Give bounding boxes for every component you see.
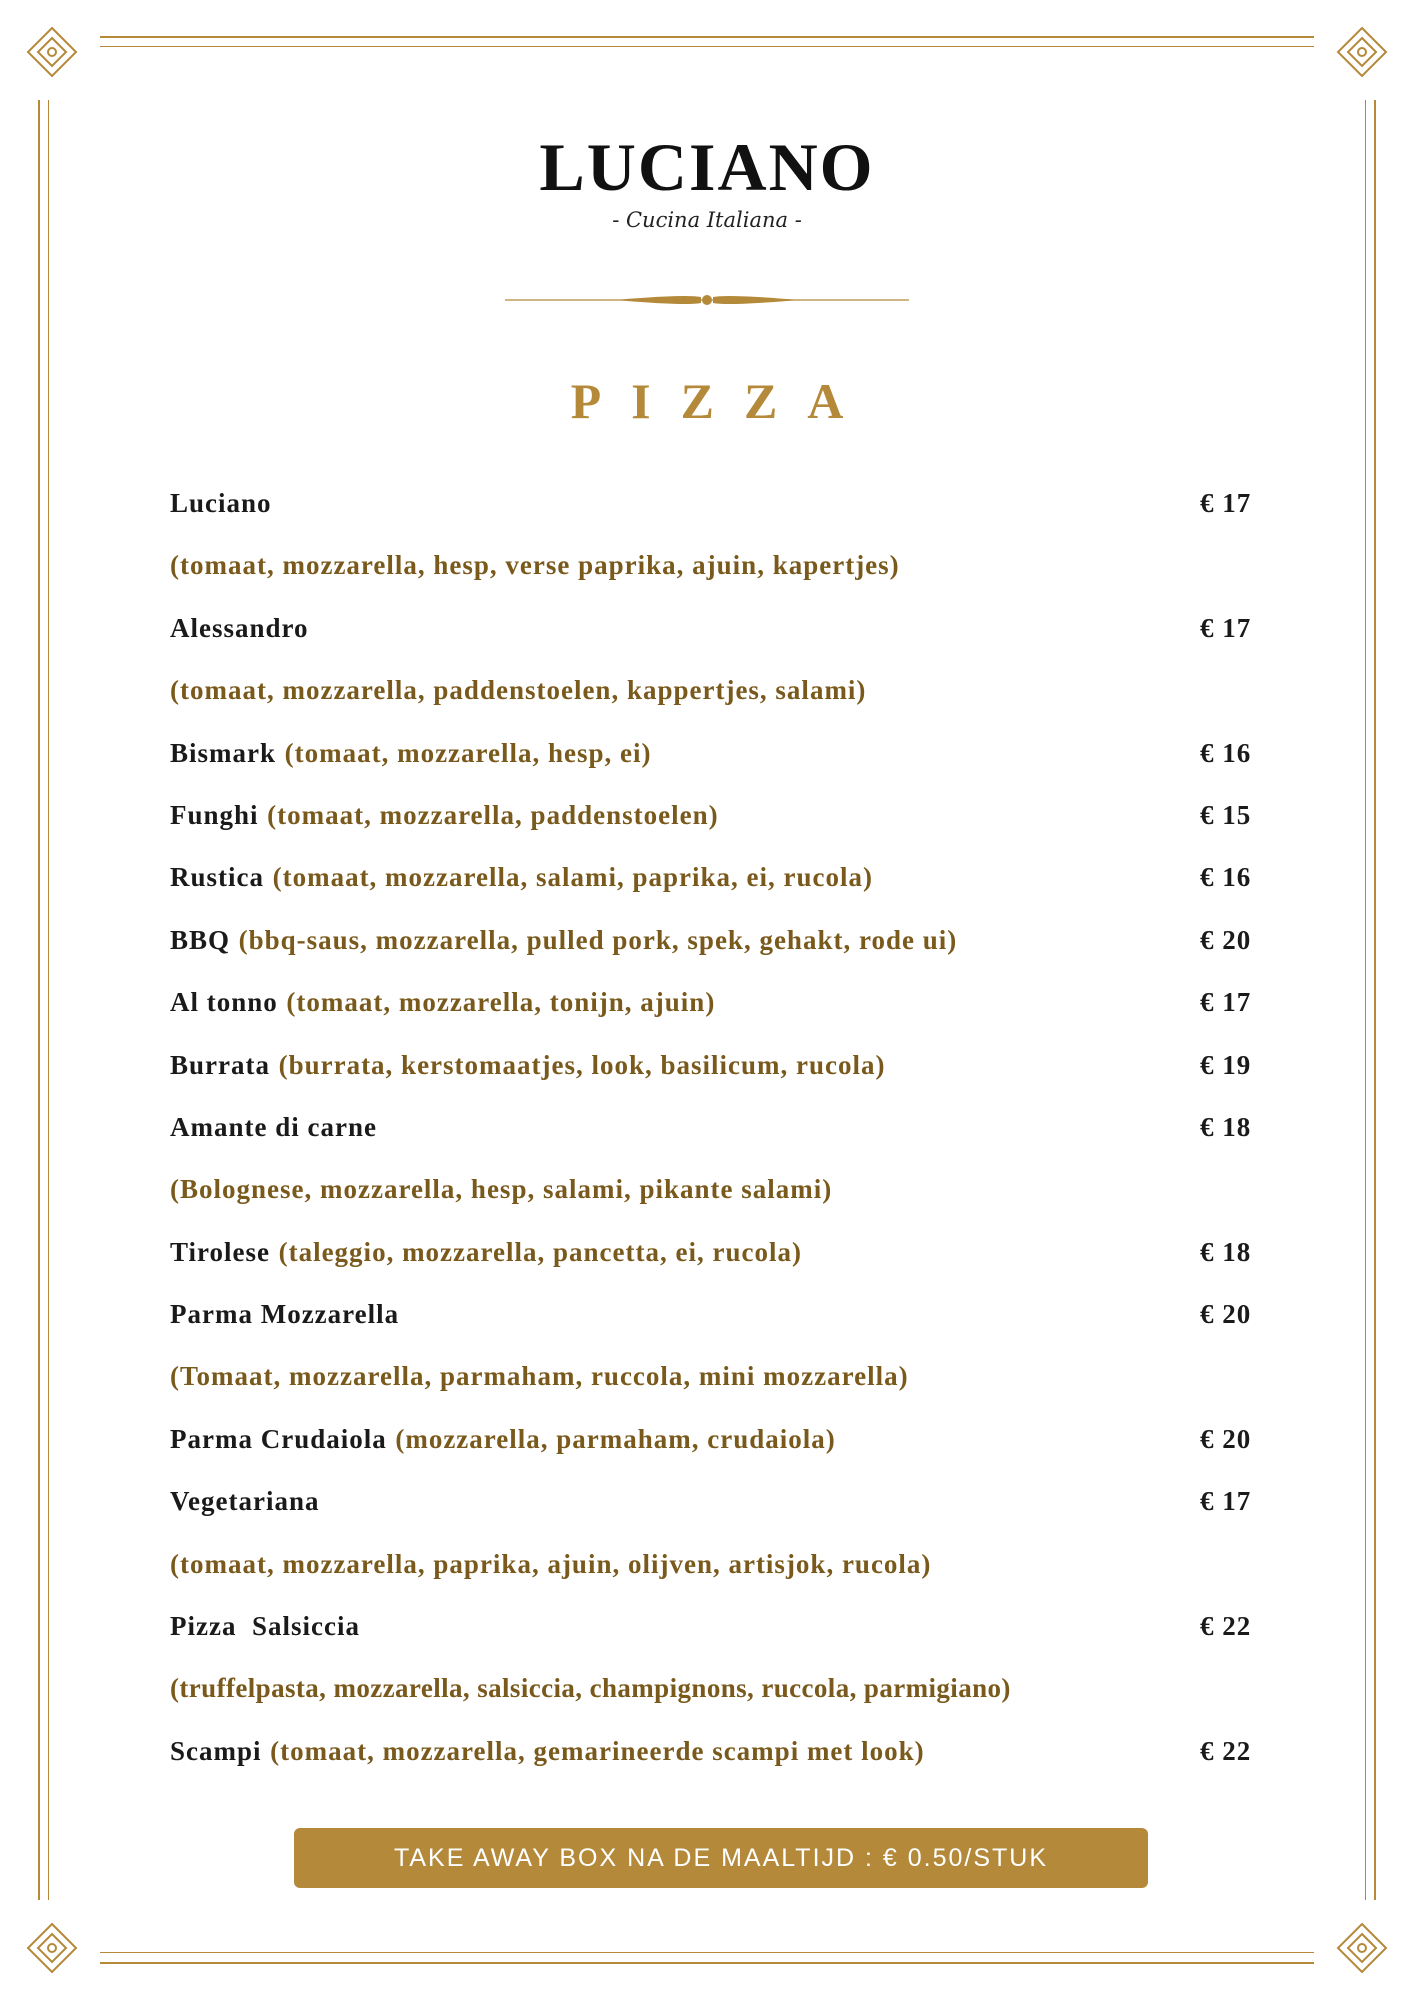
menu-item: [170, 979, 1270, 1041]
menu-item: [170, 917, 1270, 979]
frame-bottom-outer: [100, 1962, 1314, 1964]
item-description: (truffelpasta, mozzarella, salsiccia, champignons, ruccola, parmigiano): [170, 1673, 1011, 1704]
item-price: € 19: [1200, 1049, 1252, 1080]
item-name: Funghi: [170, 799, 259, 830]
item-price: € 22: [1200, 1735, 1252, 1766]
item-description: (tomaat, mozzarella, tonijn, ajuin): [286, 987, 716, 1018]
item-name: Al tonno: [170, 987, 278, 1018]
item-price: € 15: [1200, 799, 1252, 830]
item-name: Amante di carne: [170, 1111, 377, 1142]
item-price: € 17: [1200, 612, 1252, 643]
item-name: Burrata: [170, 1049, 270, 1080]
menu-list: [170, 480, 1270, 1790]
item-price: € 17: [1200, 1486, 1252, 1517]
restaurant-tagline: - Cucina Italiana -: [612, 208, 802, 232]
item-description: (tomaat, mozzarella, paddenstoelen, kappertjes, salami): [170, 675, 867, 706]
frame-right-inner: [1365, 100, 1366, 1900]
item-description: (tomaat, mozzarella, hesp, ei): [284, 737, 652, 768]
frame-left-inner: [48, 100, 49, 1900]
corner-ornament-icon: [22, 22, 82, 82]
item-description: (taleggio, mozzarella, pancetta, ei, rucola): [278, 1236, 802, 1267]
frame-bottom-inner: [100, 1952, 1314, 1953]
corner-ornament-icon: [1332, 1918, 1392, 1978]
item-price: € 17: [1200, 488, 1252, 518]
item-name: Alessandro: [170, 612, 309, 643]
frame-left-outer: [38, 100, 40, 1900]
item-price: € 17: [1200, 987, 1252, 1018]
item-description: (tomaat, mozzarella, hesp, verse paprika, ajuin, kapertjes): [170, 550, 900, 581]
menu-item: [170, 792, 1270, 854]
item-price: € 16: [1200, 737, 1252, 768]
menu-item: [170, 854, 1270, 916]
menu-item: [170, 605, 1270, 667]
item-name: Scampi: [170, 1735, 262, 1766]
divider-ornament-icon: [505, 288, 909, 312]
menu-item: [170, 1478, 1270, 1540]
item-description: (Tomaat, mozzarella, parmaham, ruccola, mini mozzarella): [170, 1361, 909, 1392]
menu-item: [170, 1104, 1270, 1166]
item-description: (Bolognese, mozzarella, hesp, salami, pikante salami): [170, 1174, 833, 1205]
menu-item: [170, 1166, 1270, 1228]
menu-item: [170, 730, 1270, 792]
item-name: Luciano: [170, 488, 272, 518]
menu-item: [170, 1042, 1270, 1104]
frame-right-outer: [1374, 100, 1376, 1900]
item-price: € 20: [1200, 1423, 1252, 1454]
menu-item: [170, 1291, 1270, 1353]
item-description: (tomaat, mozzarella, paddenstoelen): [267, 799, 719, 830]
item-description: (tomaat, mozzarella, salami, paprika, ei, rucola): [272, 862, 873, 893]
item-name: Rustica: [170, 862, 264, 893]
item-name: BBQ: [170, 924, 231, 955]
item-description: (mozzarella, parmaham, crudaiola): [395, 1423, 836, 1454]
menu-item: [170, 667, 1270, 729]
item-name: Bismark: [170, 737, 277, 768]
item-name: Parma Mozzarella: [170, 1299, 400, 1330]
item-price: € 16: [1200, 862, 1252, 893]
item-name: Vegetariana: [170, 1486, 320, 1517]
frame-top-inner: [100, 46, 1314, 47]
item-price: € 18: [1200, 1236, 1252, 1267]
item-description: (tomaat, mozzarella, paprika, ajuin, olijven, artisjok, rucola): [170, 1548, 932, 1579]
item-price: € 22: [1200, 1611, 1252, 1642]
restaurant-name: LUCIANO: [539, 129, 875, 205]
item-description: (bbq-saus, mozzarella, pulled pork, spek, gehakt, rode ui): [238, 924, 958, 955]
menu-item: [170, 1541, 1270, 1603]
corner-ornament-icon: [1332, 22, 1392, 82]
item-price: € 20: [1200, 924, 1252, 955]
item-name: Pizza Salsiccia: [170, 1611, 360, 1642]
item-description: (tomaat, mozzarella, gemarineerde scampi met look): [270, 1735, 925, 1766]
item-price: € 18: [1200, 1111, 1252, 1142]
menu-item: [170, 1353, 1270, 1415]
menu-item: [170, 1416, 1270, 1478]
menu-item: [170, 1665, 1270, 1727]
menu-item: [170, 1229, 1270, 1291]
menu-item: [170, 1603, 1270, 1665]
item-price: € 20: [1200, 1299, 1252, 1330]
menu-item: [170, 1728, 1270, 1790]
item-name: Tirolese: [170, 1236, 270, 1267]
menu-item: [170, 480, 1270, 542]
section-title: PIZZA: [570, 373, 874, 429]
item-name: Parma Crudaiola: [170, 1423, 387, 1454]
menu-item: [170, 542, 1270, 604]
corner-ornament-icon: [22, 1918, 82, 1978]
item-description: (burrata, kerstomaatjes, look, basilicum, rucola): [278, 1049, 886, 1080]
take-away-note: TAKE AWAY BOX NA DE MAALTIJD : € 0.50/STUK: [294, 1828, 1148, 1888]
frame-top-outer: [100, 36, 1314, 38]
